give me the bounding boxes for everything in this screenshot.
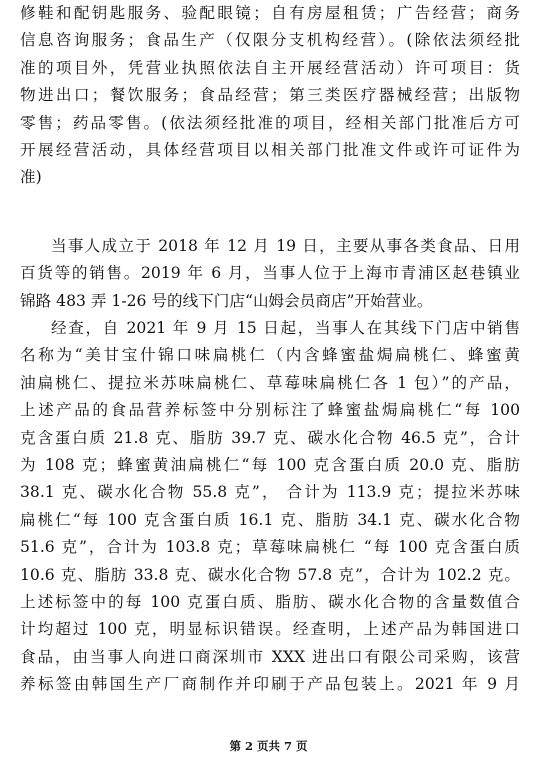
paragraph-line: 修鞋和配钥匙服务、验配眼镜；自有房屋租赁；广告经营；商务 <box>20 4 520 22</box>
paragraph-line: 养标签由韩国生产厂商制作并印刷于产品包装上。2021 年 9 月 <box>20 675 520 694</box>
paragraph-line: 锦路 483 弄 1-26 号的线下门店“山姆会员商店”开始营业。 <box>20 291 433 310</box>
page-number-footer: 第 2 页共 7 页 <box>229 739 308 753</box>
paragraph-investigation <box>20 315 520 698</box>
paragraph-line: 信息咨询服务；食品生产（仅限分支机构经营）。(除依法须经批 <box>20 31 520 50</box>
paragraph-line: 开展经营活动，具体经营项目以相关部门批准文件或许可证件为 <box>20 140 520 159</box>
paragraph-line: 准) <box>20 168 42 187</box>
paragraph-line: 51.6 克”，合计为 103.8 克；草莓味扁桃仁 “每 100 克含蛋白质 <box>20 538 520 557</box>
paragraph-line: 准的项目外，凭营业执照依法自主开展经营活动）许可项目：货 <box>20 58 520 77</box>
paragraph-established <box>20 233 520 315</box>
paragraph-line: 计均超过 100 克，明显标识错误。经查明，上述产品为韩国进口 <box>20 620 520 639</box>
paragraph-line: 食品，由当事人向进口商深圳市 XXX 进出口有限公司采购，该营 <box>20 647 520 666</box>
paragraph-line: 38.1 克、碳水化合物 55.8 克”， 合计为 113.9 克；提拉米苏味 <box>20 483 520 502</box>
paragraph-line: 零售；药品零售。(依法须经批准的项目，经相关部门批准后方可 <box>20 113 520 132</box>
paragraph-line: 物进出口；餐饮服务；食品经营；第三类医疗器械经营；出版物 <box>20 86 520 105</box>
paragraph-line: 经查，自 2021 年 9 月 15 日起，当事人在其线下门店中销售 <box>51 319 520 337</box>
paragraph-line: 上述产品的食品营养标签中分别标注了蜂蜜盐焗扁桃仁“每 100 <box>20 401 520 420</box>
paragraph-line: 扁桃仁“每 100 克含蛋白质 16.1 克、脂肪 34.1 克、碳水化合物 <box>20 510 520 529</box>
paragraph-line: 克含蛋白质 21.8 克、脂肪 39.7 克、碳水化合物 46.5 克”，合计 <box>20 428 520 447</box>
paragraph-line: 油扁桃仁、提拉米苏味扁桃仁、草莓味扁桃仁各 1 包）”的产品， <box>20 373 520 392</box>
paragraph-line: 上述标签中的每 100 克蛋白质、脂肪、碳水化合物的含量数值合 <box>20 592 520 611</box>
continued-paragraph <box>20 0 520 192</box>
paragraph-line: 百货等的销售。2019 年 6 月，当事人位于上海市青浦区赵巷镇业 <box>20 264 520 283</box>
paragraph-line: 10.6 克、脂肪 33.8 克、碳水化合物 57.8 克”，合计为 102.2 克。 <box>20 565 520 584</box>
paragraph-line: 当事人成立于 2018 年 12 月 19 日，主要从事各类食品、日用 <box>51 237 520 255</box>
paragraph-line: 为 108 克；蜂蜜黄油扁桃仁“每 100 克含蛋白质 20.0 克、脂肪 <box>20 455 520 474</box>
paragraph-line: 名称为“美甘宝什锦口味扁桃仁（内含蜂蜜盐焗扁桃仁、蜂蜜黄 <box>20 346 520 365</box>
